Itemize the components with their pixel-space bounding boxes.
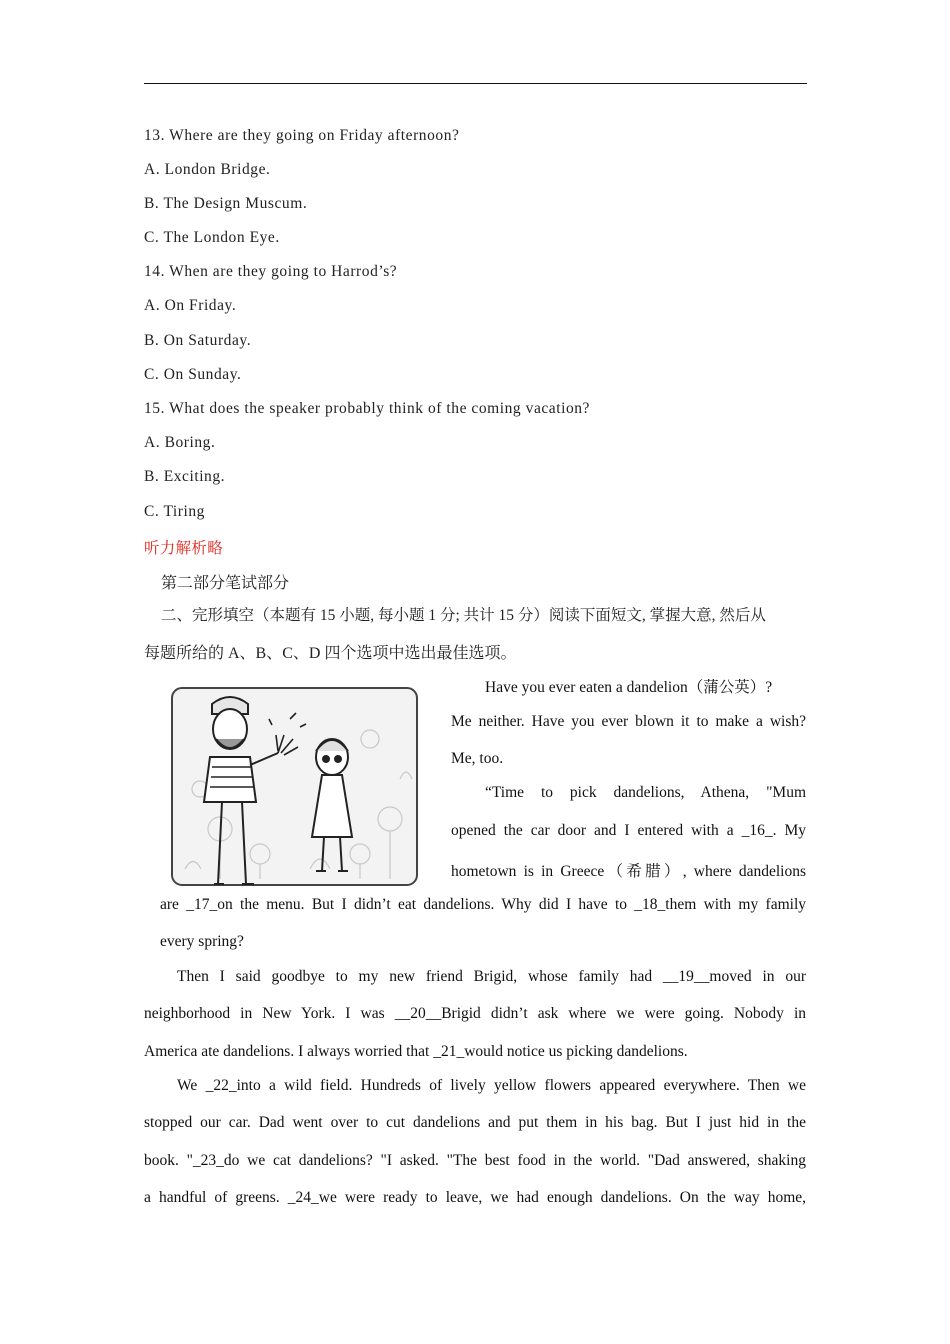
option-13a: A. London Bridge. — [144, 161, 271, 178]
dandelion-illustration — [160, 679, 422, 891]
passage-line-10: neighborhood in New York. I was __20__Brigid didn’t ask where we were going. Nobody in — [144, 1005, 806, 1022]
passage-line-12: We _22_into a wild field. Hundreds of lively yellow flowers appeared everywhere. Then we — [177, 1077, 806, 1094]
question-14: 14. When are they going to Harrod’s? — [144, 263, 398, 280]
option-13c: C. The London Eye. — [144, 229, 280, 246]
passage-line-8: every spring? — [160, 933, 244, 950]
header-rule — [144, 83, 807, 84]
passage-line-9: Then I said goodbye to my new friend Brigid, whose family had __19__moved in our — [177, 968, 806, 985]
option-14c: C. On Sunday. — [144, 366, 242, 383]
question-15: 15. What does the speaker probably think of the coming vacation? — [144, 400, 590, 417]
option-15c: C. Tiring — [144, 503, 205, 520]
passage-line-4: “Time to pick dandelions, Athena, "Mum — [485, 784, 806, 801]
option-15b: B. Exciting. — [144, 468, 226, 485]
passage-line-13: stopped our car. Dad went over to cut dandelions and put them in his bag. But I just hid in the — [144, 1114, 806, 1131]
passage-line-2: Me neither. Have you ever blown it to make a wish? — [451, 713, 806, 730]
option-14b: B. On Saturday. — [144, 332, 252, 349]
instructions-line-2: 每题所给的 A、B、C、D 四个选项中选出最佳选项。 — [144, 645, 517, 662]
passage-line-3: Me, too. — [451, 750, 504, 767]
option-13b: B. The Design Muscum. — [144, 195, 308, 212]
passage-line-11: America ate dandelions. I always worried that _21_would notice us picking dandelions. — [144, 1043, 688, 1060]
passage-line-7: are _17_on the menu. But I didn’t eat dandelions. Why did I have to _18_them with my family — [160, 896, 806, 913]
passage-line-15: a handful of greens. _24_we were ready to leave, we had enough dandelions. On the way home, — [144, 1189, 806, 1206]
passage-line-14: book. "_23_do we cat dandelions? "I asked. "The best food in the world. "Dad answered, shaking — [144, 1152, 806, 1169]
passage-line-6: hometown is in Greece（希腊）, where dandelions — [451, 863, 806, 880]
section-title: 第二部分笔试部分 — [161, 575, 290, 592]
option-14a: A. On Friday. — [144, 297, 237, 314]
question-13: 13. Where are they going on Friday afternoon? — [144, 127, 460, 144]
instructions-line-1: 二、完形填空（本题有 15 小题, 每小题 1 分; 共计 15 分）阅读下面短文, 掌握大意, 然后从 — [161, 607, 766, 624]
passage-line-1: Have you ever eaten a dandelion（蒲公英）? — [485, 679, 773, 696]
passage-line-5: opened the car door and I entered with a _16_. My — [451, 822, 806, 839]
option-15a: A. Boring. — [144, 434, 216, 451]
listening-note: 听力解析略 — [144, 540, 224, 557]
